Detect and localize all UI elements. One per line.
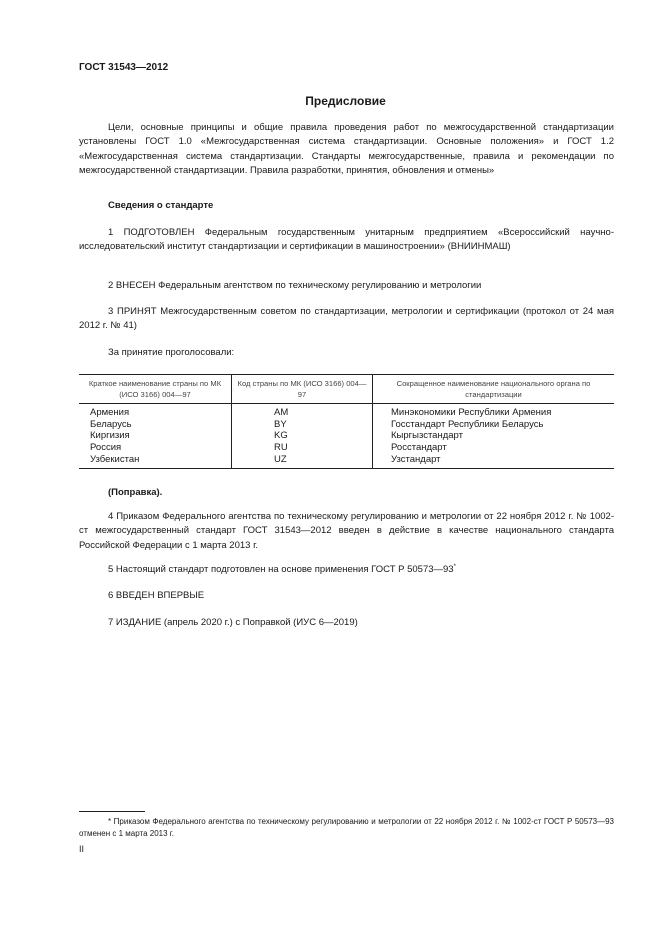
table-cell-body: Росстандарт — [391, 442, 447, 454]
item-5-text: 5 Настоящий стандарт подготовлен на основе применения ГОСТ Р 50573—93 — [108, 564, 454, 575]
table-cell-country: Беларусь — [90, 418, 132, 430]
table-cell-code: KG — [232, 430, 373, 442]
item-2: 2 ВНЕСЕН Федеральным агентством по техническому регулированию и метрологии — [108, 280, 482, 291]
table-header-country: Краткое наименование страны по МК (ИСО 3166) 004—97 — [79, 375, 232, 404]
table-row — [79, 442, 614, 454]
table-header-row — [79, 375, 614, 404]
voting-table — [79, 374, 614, 469]
section-heading: Сведения о стандарте — [108, 200, 214, 211]
page-title: Предисловие — [305, 94, 386, 108]
vote-intro: За принятие проголосовали: — [108, 347, 235, 358]
table-header-body: Сокращенное наименование национального органа по стандартизации — [373, 375, 615, 404]
table-cell-code: AM — [232, 404, 373, 419]
footnote-text: * Приказом Федерального агентства по техническому регулированию и метрологии от 22 ноября 2012 г. № 1002-ст ГОСТ Р 50573—93 отменен с 1 марта 2013 г. — [79, 817, 614, 838]
amendment-note: (Поправка). — [108, 487, 163, 498]
page-number: II — [79, 844, 85, 854]
footnote-rule — [79, 811, 145, 812]
table-cell-body: Госстандарт Республики Беларусь — [391, 418, 544, 430]
table-header-code: Код страны по МК (ИСО 3166) 004—97 — [232, 375, 373, 404]
table-row — [79, 404, 614, 419]
footnote-mark: * — [453, 563, 456, 570]
table-cell-body: Кыргызстандарт — [391, 430, 463, 442]
table-cell-body: Узстандарт — [373, 454, 615, 468]
document-code: ГОСТ 31543—2012 — [79, 62, 169, 73]
item-6: 6 ВВЕДЕН ВПЕРВЫЕ — [108, 590, 205, 601]
item-3: 3 ПРИНЯТ Межгосударственным советом по стандартизации, метрологии и сертификации (протокол от 24 мая 2012 г. № 41) — [79, 306, 614, 332]
table-row — [79, 454, 614, 468]
item-4: 4 Приказом Федерального агентства по техническому регулированию и метрологии от 22 ноября 2012 г. № 1002-ст межгосударственный стандарт ГОСТ 31543—2012 введен в действие в качестве национального стандарта Российской Федерации с 1 марта 2013 г. — [79, 511, 614, 551]
table-cell-code: RU — [232, 442, 373, 454]
table-row — [79, 419, 614, 431]
table-cell-country: Киргизия — [90, 430, 130, 442]
table-row — [79, 430, 614, 442]
item-5 — [79, 563, 614, 577]
table-cell-code: UZ — [232, 454, 373, 468]
item-7: 7 ИЗДАНИЕ (апрель 2020 г.) с Поправкой (ИУС 6—2019) — [108, 617, 358, 628]
item-1: 1 ПОДГОТОВЛЕН Федеральным государственным унитарным предприятием «Всероссийский научно-исследовательский институт стандартизации и сертификации в машиностроении» (ВНИИНМАШ) — [79, 227, 614, 253]
table-cell-country: Россия — [90, 442, 122, 454]
table-cell-country: Армения — [90, 407, 130, 418]
table-cell-code: BY — [232, 419, 373, 431]
table-cell-body: Минэкономики Республики Армения — [391, 407, 552, 418]
table-cell-country: Узбекистан — [79, 454, 232, 468]
intro-paragraph: Цели, основные принципы и общие правила проведения работ по межгосударственной стандартизации установлены ГОСТ 1.0 «Межгосударственная система стандартизации. Основные положения» и ГОСТ 1.2 «Межгосударственная система стандартизации. Стандарты межгосударственные, правила и рекомендации по межгосударственной стандартизации. Правила разработки, принятия, обновления и отмены» — [79, 122, 614, 177]
